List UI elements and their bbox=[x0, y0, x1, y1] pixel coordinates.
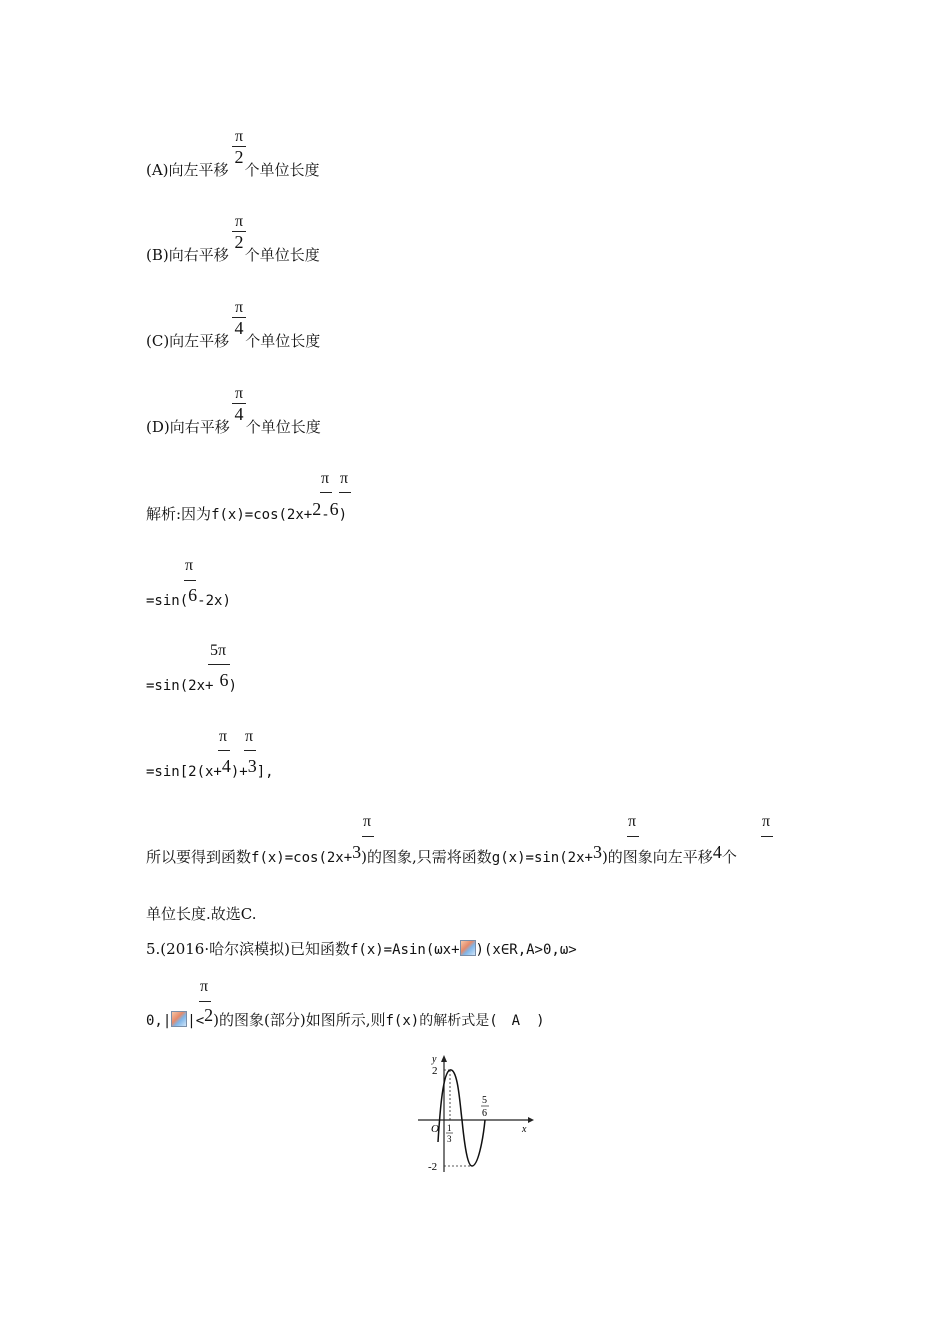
pi-symbol: π bbox=[219, 728, 228, 745]
fraction-denominator: 6 bbox=[188, 585, 198, 605]
math-expression: )(x∈R,A>0,ω> bbox=[475, 942, 577, 958]
option-c-label: (C)向左平移 bbox=[146, 332, 230, 350]
math-expression: 0,| bbox=[146, 1013, 172, 1029]
fraction-denominator: 4 bbox=[234, 404, 244, 424]
fraction-denominator: 3 bbox=[592, 842, 602, 862]
phi-image-icon bbox=[171, 1011, 187, 1027]
fraction-denominator: 2 bbox=[204, 1005, 214, 1025]
solution-line-6: 单位长度.故选C. bbox=[146, 905, 257, 923]
solution-conclusion: 所以要得到函数 bbox=[146, 848, 252, 866]
math-expression: ], bbox=[256, 764, 274, 780]
origin-label: O bbox=[431, 1123, 439, 1135]
option-a-suffix: 个单位长度 bbox=[244, 161, 320, 179]
fraction-numerator: 5π bbox=[210, 642, 227, 659]
fraction-numerator: π bbox=[234, 128, 244, 145]
y-axis-label: y bbox=[432, 1054, 437, 1065]
pi-symbol: π bbox=[628, 813, 637, 830]
x-five-sixths-numerator: 5 bbox=[482, 1095, 487, 1106]
y-min-label: -2 bbox=[428, 1161, 438, 1173]
fraction-denominator: 2 bbox=[234, 232, 244, 252]
option-d-suffix: 个单位长度 bbox=[245, 418, 321, 436]
x-third-denominator: 3 bbox=[447, 1134, 452, 1144]
fraction-numerator: π bbox=[234, 385, 244, 402]
answer-choice: A bbox=[511, 1013, 521, 1029]
option-c-suffix: 个单位长度 bbox=[245, 332, 321, 350]
fraction-denominator: 2 bbox=[312, 499, 322, 519]
phi-image-icon bbox=[460, 940, 476, 956]
fraction-denominator: 4 bbox=[234, 318, 244, 338]
math-paren: ) bbox=[536, 1013, 545, 1029]
fraction-denominator: 4 bbox=[221, 756, 231, 776]
pi-symbol: π bbox=[185, 557, 194, 574]
fraction-denominator: 3 bbox=[352, 842, 362, 862]
math-expression: =sin[2(x+ bbox=[146, 764, 222, 780]
problem-text: )的图象(部分)如图所示,则 bbox=[213, 1011, 386, 1029]
fraction-denominator: 2 bbox=[234, 147, 244, 167]
x-axis-label: x bbox=[522, 1124, 527, 1135]
math-expression: f(x)=cos(2x+ bbox=[211, 507, 313, 523]
solution-intro: 解析:因为 bbox=[146, 505, 212, 523]
math-expression: g(x)=sin(2x+ bbox=[491, 850, 593, 866]
option-b-label: (B)向右平移 bbox=[146, 246, 229, 264]
math-expression: f(x)=cos(2x+ bbox=[251, 850, 353, 866]
pi-symbol: π bbox=[245, 728, 254, 745]
math-paren: ) bbox=[228, 678, 237, 694]
y-max-label: 2 bbox=[432, 1065, 438, 1077]
fraction-numerator: π bbox=[234, 213, 244, 230]
math-expression: f(x)的解析式是( bbox=[385, 1013, 498, 1029]
math-expression: |< bbox=[187, 1013, 205, 1029]
math-operator: - bbox=[321, 507, 330, 523]
sine-graph bbox=[410, 1050, 540, 1175]
solution-text: 个 bbox=[721, 848, 737, 866]
math-expression: =sin(2x+ bbox=[146, 678, 214, 694]
pi-symbol: π bbox=[321, 470, 330, 487]
fraction-denominator: 6 bbox=[219, 670, 229, 690]
pi-symbol: π bbox=[340, 470, 349, 487]
fraction-denominator: 4 bbox=[712, 842, 722, 862]
y-axis-arrow bbox=[441, 1055, 447, 1062]
fraction-denominator: 3 bbox=[247, 756, 257, 776]
pi-symbol: π bbox=[762, 813, 771, 830]
math-operator: )+ bbox=[230, 764, 248, 780]
math-paren: ) bbox=[338, 507, 348, 523]
pi-symbol: π bbox=[363, 813, 372, 830]
solution-text: )的图象向左平移 bbox=[601, 848, 713, 866]
option-b-suffix: 个单位长度 bbox=[244, 246, 320, 264]
option-a-label: (A)向左平移 bbox=[146, 161, 229, 179]
problem-number: 5.(2016·哈尔滨模拟)已知函数 bbox=[146, 940, 350, 958]
solution-text: )的图象,只需将函数 bbox=[361, 848, 492, 866]
fraction-numerator: π bbox=[234, 299, 244, 316]
option-d-label: (D)向右平移 bbox=[146, 418, 230, 436]
fraction-denominator: 6 bbox=[329, 499, 339, 519]
x-five-sixths-denominator: 6 bbox=[482, 1108, 487, 1119]
math-expression: f(x)=Asin(ωx+ bbox=[349, 942, 460, 958]
math-expression: =sin( bbox=[146, 593, 189, 609]
problem-5-line-1 bbox=[146, 939, 577, 960]
sine-curve bbox=[438, 1070, 485, 1166]
x-axis-arrow bbox=[528, 1117, 534, 1123]
pi-symbol: π bbox=[200, 978, 209, 995]
math-expression: -2x) bbox=[197, 593, 231, 609]
x-third-numerator: 1 bbox=[447, 1123, 452, 1133]
